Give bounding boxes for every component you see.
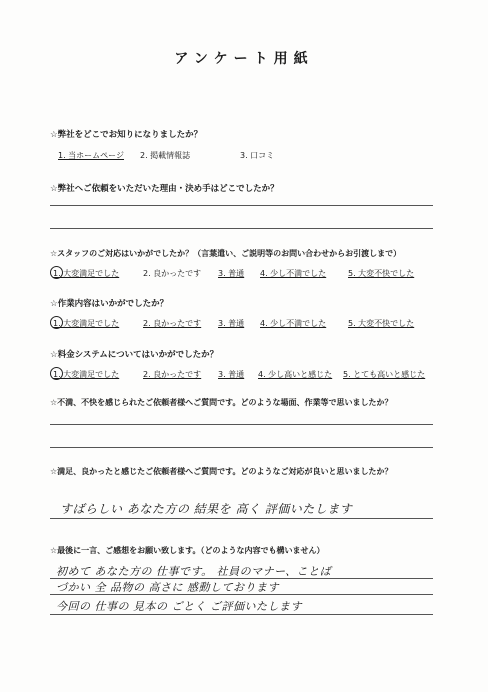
question-reason: ☆弊社へご依頼をいただいた理由・決め手はどこでしたか？: [50, 184, 279, 194]
answer-line: [50, 424, 433, 425]
answer-line: [50, 594, 433, 595]
option-normal: 3. 普通: [218, 319, 245, 328]
option-very-satisfied: 1. 大変満足でした: [53, 370, 120, 379]
handwritten-answer: すばらしい あなた方の 結果を 高く 評価いたします: [60, 502, 353, 516]
option-slightly-expensive: 4. 少し高いと感じた: [258, 370, 333, 379]
question-satisfied: ☆満足、良かったと感じたご依頼者様へご質問です。どのようなご対応が良いと思いましたか？: [50, 467, 393, 476]
option-very-satisfied: 1. 大変満足でした: [53, 319, 120, 328]
answer-line: [50, 614, 433, 615]
handwritten-comment-line: づかい 全 品物の 高さに 感動しております: [56, 581, 279, 594]
option-slightly-dissatisfied: 4. 少し不満でした: [260, 319, 327, 328]
question-staff: ☆スタッフのご対応はいかがでしたか？（言葉遣い、ご説明等のお問い合わせからお引渡しまで）: [50, 249, 402, 258]
option-very-satisfied: 1. 大変満足でした: [53, 269, 120, 278]
answer-line: [50, 518, 433, 519]
option-good: 2. 良かったです: [143, 269, 202, 278]
question-final-comment: ☆最後に一言、ご感想をお願い致します。（どのような内容でも構いません）: [50, 546, 325, 555]
answer-line: [50, 205, 433, 206]
question-dissatisfied: ☆不満、不快を感じられたご依頼者様へご質問です。どのような場面、作業等で思いましたか？: [50, 398, 393, 407]
question-source: ☆弊社をどこでお知りになりましたか？: [50, 130, 203, 140]
option-normal: 3. 普通: [218, 370, 245, 379]
page-title: アンケート用紙: [174, 51, 314, 67]
option-magazine: 2. 掲載情報誌: [140, 151, 191, 160]
question-work: ☆作業内容はいかがでしたか？: [50, 299, 169, 309]
option-very-unpleasant: 5. 大変不快でした: [348, 319, 415, 328]
option-good: 2. 良かったです: [143, 370, 202, 379]
option-normal: 3. 普通: [218, 269, 245, 278]
option-very-expensive: 5. とても高いと感じた: [343, 370, 426, 379]
option-slightly-dissatisfied: 4. 少し不満でした: [260, 269, 327, 278]
option-very-unpleasant: 5. 大変不快でした: [348, 269, 415, 278]
handwritten-comment-line: 今回の 仕事の 見本の ごとく ご評価いたします: [56, 600, 302, 613]
answer-line: [50, 447, 433, 448]
handwritten-comment-line: 初めて あなた方の 仕事です。 社員のマナー、ことば: [56, 565, 332, 578]
option-homepage: 1. 当ホームページ: [58, 151, 125, 160]
question-pricing: ☆料金システムについてはいかがでしたか？: [50, 350, 219, 360]
answer-line: [50, 228, 433, 229]
option-good: 2. 良かったです: [143, 319, 202, 328]
option-word-of-mouth: 3. 口コミ: [240, 151, 275, 160]
